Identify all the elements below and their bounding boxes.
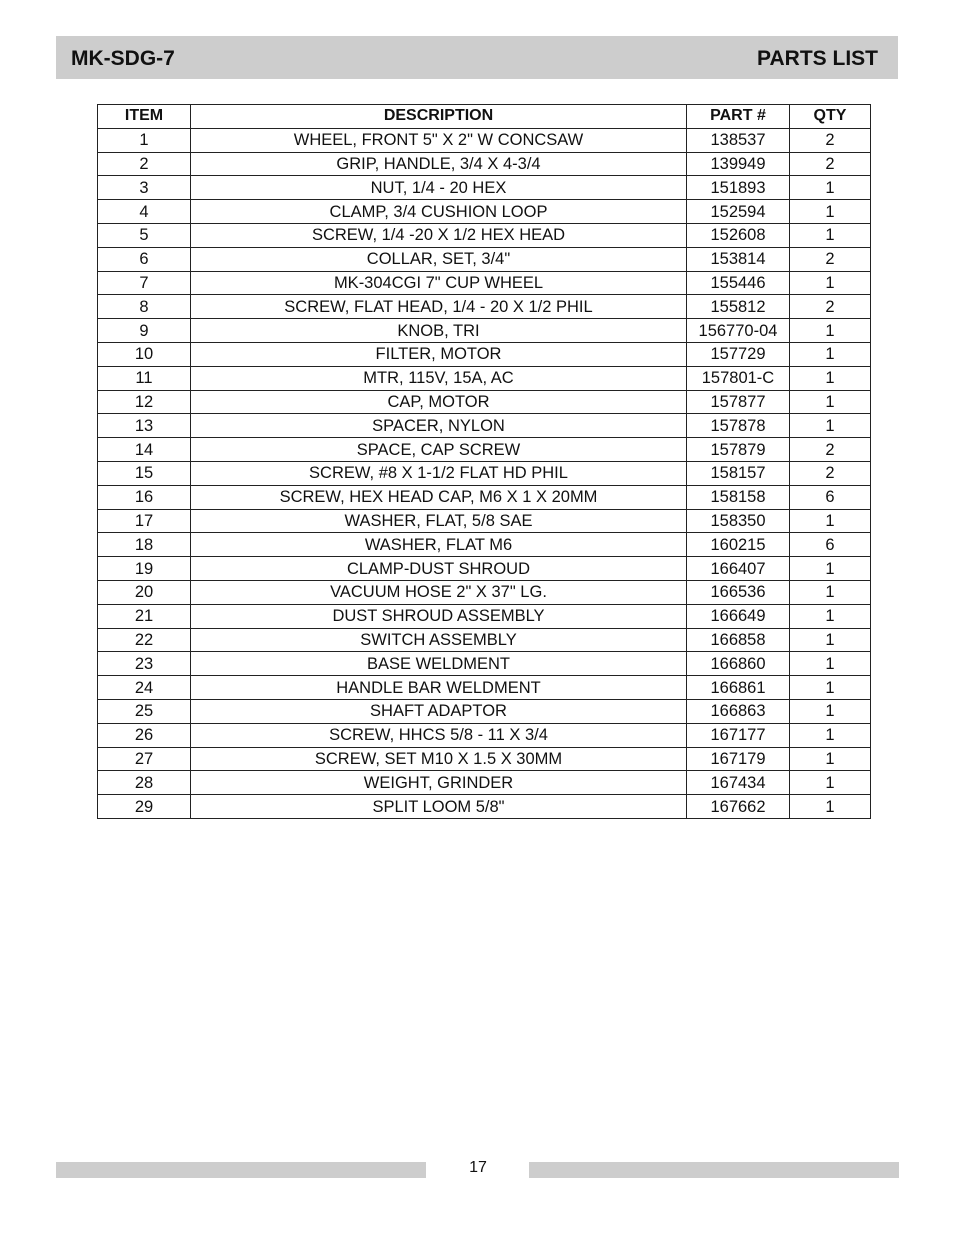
part-number-cell: 157879 (687, 438, 790, 462)
table-row (98, 747, 871, 771)
part-number-cell: 157877 (687, 390, 790, 414)
item-number-cell: 4 (98, 200, 191, 224)
table-row (98, 319, 871, 343)
item-number-cell: 17 (98, 509, 191, 533)
item-number-cell: 7 (98, 271, 191, 295)
qty-cell: 2 (790, 128, 871, 152)
table-row (98, 390, 871, 414)
table-row (98, 342, 871, 366)
part-number-cell: 167434 (687, 771, 790, 795)
qty-cell: 6 (790, 533, 871, 557)
description-cell: WASHER, FLAT, 5/8 SAE (191, 509, 687, 533)
table-row (98, 533, 871, 557)
part-number-cell: 157801-C (687, 366, 790, 390)
item-number-cell: 24 (98, 676, 191, 700)
qty-cell: 2 (790, 247, 871, 271)
item-number-cell: 14 (98, 438, 191, 462)
item-number-cell: 2 (98, 152, 191, 176)
description-cell: WASHER, FLAT M6 (191, 533, 687, 557)
qty-cell: 1 (790, 271, 871, 295)
qty-cell: 1 (790, 319, 871, 343)
description-cell: SHAFT ADAPTOR (191, 699, 687, 723)
item-number-cell: 18 (98, 533, 191, 557)
description-cell: SCREW, FLAT HEAD, 1/4 - 20 X 1/2 PHIL (191, 295, 687, 319)
item-number-cell: 29 (98, 795, 191, 819)
qty-cell: 1 (790, 628, 871, 652)
qty-cell: 6 (790, 485, 871, 509)
table-row (98, 200, 871, 224)
part-number-cell: 166536 (687, 580, 790, 604)
qty-cell: 1 (790, 223, 871, 247)
table-row (98, 414, 871, 438)
part-number-cell: 160215 (687, 533, 790, 557)
parts-table (97, 104, 871, 819)
item-number-cell: 20 (98, 580, 191, 604)
item-number-cell: 3 (98, 176, 191, 200)
table-row (98, 461, 871, 485)
qty-cell: 2 (790, 152, 871, 176)
description-cell: NUT, 1/4 - 20 HEX (191, 176, 687, 200)
table-row (98, 723, 871, 747)
part-number-cell: 166407 (687, 557, 790, 581)
item-number-cell: 13 (98, 414, 191, 438)
description-cell: HANDLE BAR WELDMENT (191, 676, 687, 700)
column-header-qty: QTY (790, 105, 871, 129)
qty-cell: 1 (790, 676, 871, 700)
description-cell: CAP, MOTOR (191, 390, 687, 414)
description-cell: MTR, 115V, 15A, AC (191, 366, 687, 390)
description-cell: SWITCH ASSEMBLY (191, 628, 687, 652)
part-number-cell: 166863 (687, 699, 790, 723)
column-header-part-number: PART # (687, 105, 790, 129)
item-number-cell: 11 (98, 366, 191, 390)
table-row (98, 509, 871, 533)
qty-cell: 1 (790, 795, 871, 819)
part-number-cell: 152608 (687, 223, 790, 247)
table-row (98, 128, 871, 152)
item-number-cell: 8 (98, 295, 191, 319)
item-number-cell: 28 (98, 771, 191, 795)
part-number-cell: 166860 (687, 652, 790, 676)
qty-cell: 1 (790, 509, 871, 533)
item-number-cell: 23 (98, 652, 191, 676)
part-number-cell: 158350 (687, 509, 790, 533)
qty-cell: 2 (790, 438, 871, 462)
table-row (98, 676, 871, 700)
table-row (98, 795, 871, 819)
description-cell: CLAMP, 3/4 CUSHION LOOP (191, 200, 687, 224)
qty-cell: 2 (790, 461, 871, 485)
description-cell: SCREW, #8 X 1-1/2 FLAT HD PHIL (191, 461, 687, 485)
description-cell: SPLIT LOOM 5/8" (191, 795, 687, 819)
description-cell: SPACER, NYLON (191, 414, 687, 438)
qty-cell: 2 (790, 295, 871, 319)
header-bar (56, 36, 898, 79)
part-number-cell: 155812 (687, 295, 790, 319)
part-number-cell: 151893 (687, 176, 790, 200)
qty-cell: 1 (790, 747, 871, 771)
item-number-cell: 26 (98, 723, 191, 747)
part-number-cell: 166858 (687, 628, 790, 652)
part-number-cell: 158158 (687, 485, 790, 509)
description-cell: SPACE, CAP SCREW (191, 438, 687, 462)
qty-cell: 1 (790, 414, 871, 438)
qty-cell: 1 (790, 390, 871, 414)
description-cell: GRIP, HANDLE, 3/4 X 4-3/4 (191, 152, 687, 176)
description-cell: SCREW, 1/4 -20 X 1/2 HEX HEAD (191, 223, 687, 247)
part-number-cell: 158157 (687, 461, 790, 485)
table-row (98, 247, 871, 271)
item-number-cell: 12 (98, 390, 191, 414)
table-row (98, 628, 871, 652)
item-number-cell: 1 (98, 128, 191, 152)
table-row (98, 152, 871, 176)
model-title: MK-SDG-7 (71, 47, 175, 70)
description-cell: SCREW, SET M10 X 1.5 X 30MM (191, 747, 687, 771)
description-cell: KNOB, TRI (191, 319, 687, 343)
item-number-cell: 21 (98, 604, 191, 628)
description-cell: SCREW, HEX HEAD CAP, M6 X 1 X 20MM (191, 485, 687, 509)
table-row (98, 438, 871, 462)
description-cell: MK-304CGI 7" CUP WHEEL (191, 271, 687, 295)
item-number-cell: 6 (98, 247, 191, 271)
table-row (98, 652, 871, 676)
item-number-cell: 19 (98, 557, 191, 581)
qty-cell: 1 (790, 366, 871, 390)
table-row (98, 771, 871, 795)
table-row (98, 223, 871, 247)
part-number-cell: 157729 (687, 342, 790, 366)
part-number-cell: 166861 (687, 676, 790, 700)
part-number-cell: 166649 (687, 604, 790, 628)
part-number-cell: 139949 (687, 152, 790, 176)
qty-cell: 1 (790, 557, 871, 581)
description-cell: WEIGHT, GRINDER (191, 771, 687, 795)
part-number-cell: 167662 (687, 795, 790, 819)
qty-cell: 1 (790, 176, 871, 200)
item-number-cell: 5 (98, 223, 191, 247)
page-number: 17 (469, 1159, 487, 1176)
parts-table-body (98, 128, 871, 818)
description-cell: DUST SHROUD ASSEMBLY (191, 604, 687, 628)
column-header-item: ITEM (98, 105, 191, 129)
item-number-cell: 22 (98, 628, 191, 652)
qty-cell: 1 (790, 771, 871, 795)
footer-bar-right (529, 1162, 899, 1178)
qty-cell: 1 (790, 200, 871, 224)
table-row (98, 485, 871, 509)
part-number-cell: 153814 (687, 247, 790, 271)
qty-cell: 1 (790, 580, 871, 604)
description-cell: BASE WELDMENT (191, 652, 687, 676)
part-number-cell: 156770-04 (687, 319, 790, 343)
description-cell: COLLAR, SET, 3/4" (191, 247, 687, 271)
description-cell: CLAMP-DUST SHROUD (191, 557, 687, 581)
table-row (98, 557, 871, 581)
table-row (98, 176, 871, 200)
table-row (98, 699, 871, 723)
part-number-cell: 167177 (687, 723, 790, 747)
table-row (98, 366, 871, 390)
item-number-cell: 27 (98, 747, 191, 771)
item-number-cell: 25 (98, 699, 191, 723)
description-cell: WHEEL, FRONT 5" X 2" W CONCSAW (191, 128, 687, 152)
item-number-cell: 16 (98, 485, 191, 509)
column-header-description: DESCRIPTION (191, 105, 687, 129)
part-number-cell: 167179 (687, 747, 790, 771)
parts-table-header (98, 105, 871, 129)
part-number-cell: 152594 (687, 200, 790, 224)
part-number-cell: 155446 (687, 271, 790, 295)
qty-cell: 1 (790, 342, 871, 366)
part-number-cell: 157878 (687, 414, 790, 438)
table-row (98, 580, 871, 604)
description-cell: FILTER, MOTOR (191, 342, 687, 366)
qty-cell: 1 (790, 604, 871, 628)
section-title: PARTS LIST (757, 47, 878, 70)
table-row (98, 271, 871, 295)
header-row (98, 105, 871, 129)
qty-cell: 1 (790, 652, 871, 676)
item-number-cell: 15 (98, 461, 191, 485)
item-number-cell: 9 (98, 319, 191, 343)
qty-cell: 1 (790, 699, 871, 723)
footer-bar-left (56, 1162, 426, 1178)
item-number-cell: 10 (98, 342, 191, 366)
description-cell: VACUUM HOSE 2" X 37" LG. (191, 580, 687, 604)
description-cell: SCREW, HHCS 5/8 - 11 X 3/4 (191, 723, 687, 747)
part-number-cell: 138537 (687, 128, 790, 152)
qty-cell: 1 (790, 723, 871, 747)
table-row (98, 295, 871, 319)
table-row (98, 604, 871, 628)
